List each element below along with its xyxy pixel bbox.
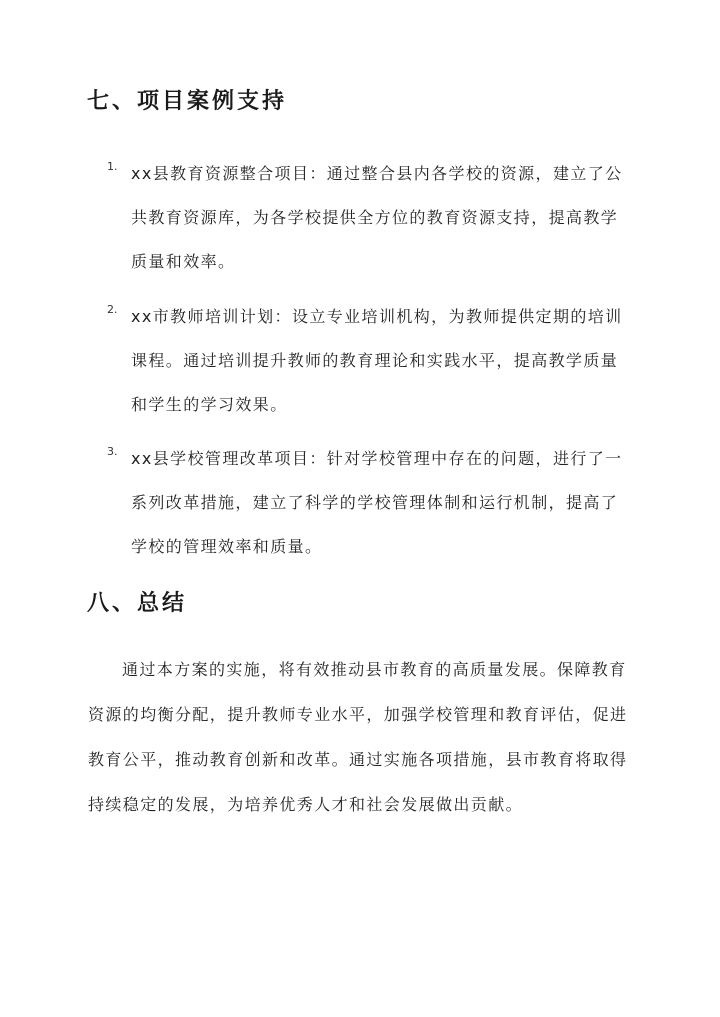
- list-item-text: xx县学校管理改革项目：针对学校管理中存在的问题，进行了一系列改革措施，建立了科学的学校管理体制和运行机制，提高了学校的管理效率和质量。: [131, 449, 623, 556]
- list-item-text: xx市教师培训计划：设立专业培训机构，为教师提供定期的培训课程。通过培训提升教师的教育理论和实践水平，提高教学质量和学生的学习效果。: [131, 307, 623, 414]
- list-item-number: 1.: [107, 160, 118, 173]
- list-item-number: 3.: [107, 445, 118, 458]
- list-item-text: xx县教育资源整合项目：通过整合县内各学校的资源，建立了公共教育资源库，为各学校提供全方位的教育资源支持，提高教学质量和效率。: [131, 164, 623, 271]
- list-item-number: 2.: [107, 303, 118, 316]
- summary-paragraph: 通过本方案的实施，将有效推动县市教育的高质量发展。保障教育资源的均衡分配，提升教师专业水平，加强学校管理和教育评估，促进教育公平，推动教育创新和改革。通过实施各项措施，县市教育将取得持续稳定的发展，为培养优秀人才和社会发展做出贡献。: [88, 660, 628, 814]
- section-heading-project-cases: 七、项目案例支持: [87, 89, 288, 114]
- section-heading-summary: 八、总结: [87, 591, 188, 616]
